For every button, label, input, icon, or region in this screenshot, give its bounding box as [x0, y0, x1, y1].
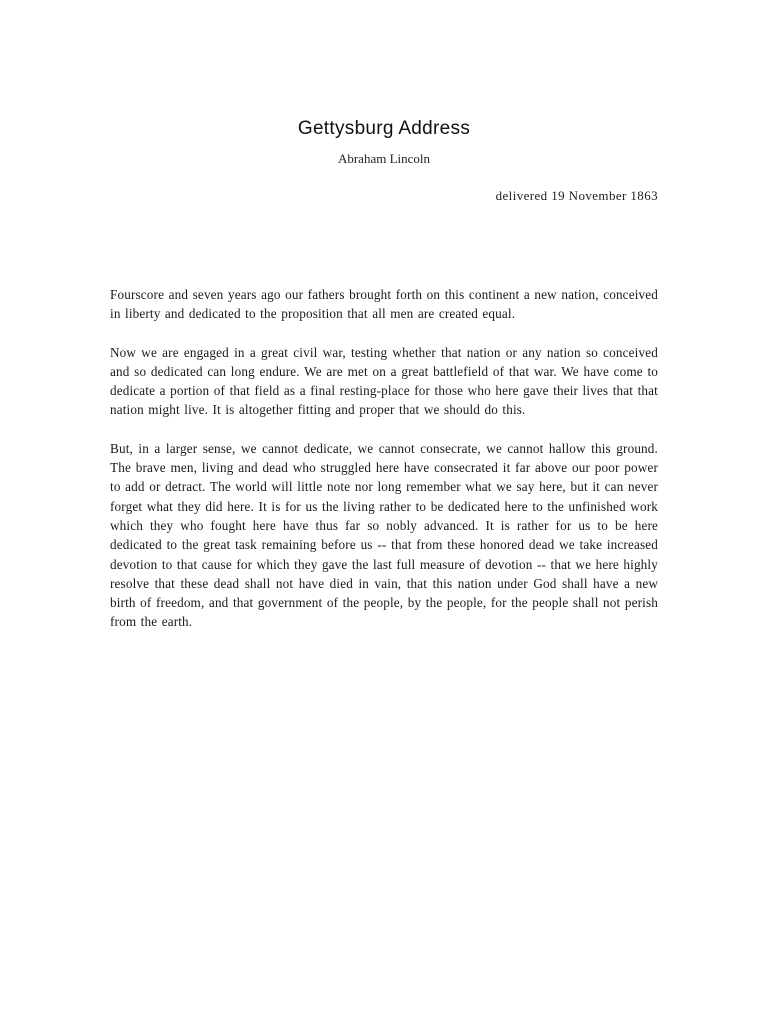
document-author: Abraham Lincoln: [337, 151, 431, 166]
paragraph-2: Now we are engaged in a great civil war, testing whether that nation or any nation so conceived and so dedicated can long endure. We are met on a great battlefield of that war. We have come to dedicate a portion of that field as a final resting-place for those who here gave their lives that that nation might live. It is altogether fitting and proper that we should do this.: [110, 344, 658, 418]
delivery-date: delivered 19 November 1863: [495, 188, 658, 203]
paragraph-1: Fourscore and seven years ago our fathers brought forth on this continent a new nation, conceived in liberty and dedicated to the proposition that all men are created equal.: [110, 287, 658, 322]
paragraph-3: But, in a larger sense, we cannot dedicate, we cannot consecrate, we cannot hallow this ground. The brave men, living and dead who struggled here have consecrated it far above our poor power to add or detract. The world will little note nor long remember what we say here, but it can never forget what they did here. It is for us the living rather to be dedicated here to the unfinished work which they who fought here have thus far so nobly advanced. It is rather for us to be here dedicated to the great task remaining before us -- that from these honored dead we take increased devotion to that cause for which they gave the last full measure of devotion -- that we here highly resolve that these dead shall not have died in vain, that this nation under God shall have a new birth of freedom, and that government of the people, by the people, for the people shall not perish from the earth.: [110, 440, 658, 630]
document-title: Gettysburg Address: [297, 118, 471, 139]
document-body: [110, 285, 658, 651]
